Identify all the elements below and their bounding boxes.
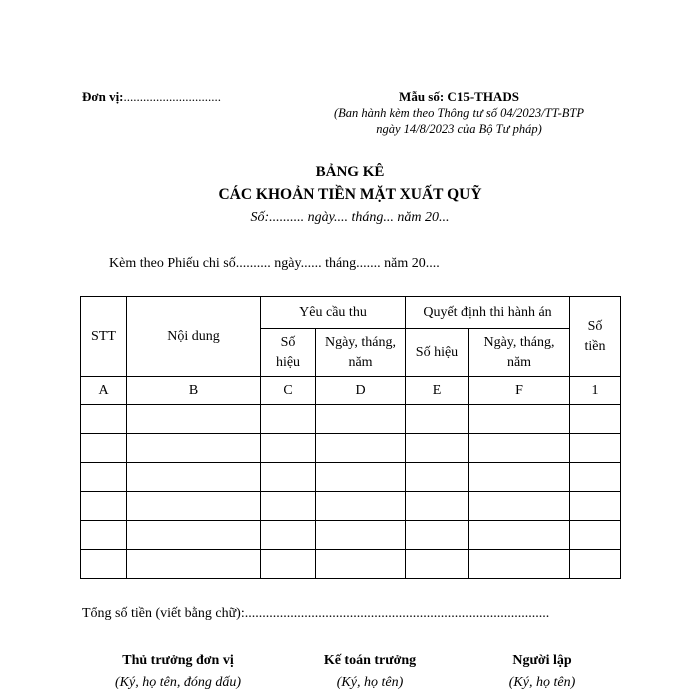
letter-cell: 1 — [570, 377, 621, 405]
signature-head — [98, 651, 258, 695]
column-letter-row — [81, 377, 621, 405]
doc-subtitle: CÁC KHOẢN TIỀN MẶT XUẤT QUỸ — [218, 186, 482, 203]
table-cell — [127, 463, 261, 492]
signature-role: Thủ trưởng đơn vị — [122, 653, 234, 668]
header-stt: STT — [81, 297, 127, 377]
table-cell — [406, 492, 469, 521]
letter-cell: D — [316, 377, 406, 405]
doc-title: BẢNG KÊ — [315, 164, 385, 180]
header-request-date-label: Ngày, tháng, năm — [324, 334, 397, 370]
table-cell — [127, 434, 261, 463]
signature-chief-accountant — [299, 651, 441, 695]
table-cell — [81, 492, 127, 521]
table-cell — [406, 434, 469, 463]
table-cell — [469, 521, 570, 550]
signature-role: Kế toán trưởng — [323, 653, 417, 668]
table-cell — [127, 405, 261, 434]
unit-dots: .............................. — [123, 89, 222, 104]
table-row — [81, 405, 621, 434]
table-cell — [81, 463, 127, 492]
table-cell — [469, 405, 570, 434]
table-cell — [261, 405, 316, 434]
table-cell — [570, 492, 621, 521]
table-cell — [127, 492, 261, 521]
header-decision-number: Số hiệu — [406, 329, 469, 377]
table-cell — [570, 550, 621, 579]
table-cell — [127, 550, 261, 579]
header-content: Nội dung — [127, 297, 261, 377]
unit-line — [82, 89, 221, 105]
table-cell — [81, 434, 127, 463]
table-cell — [316, 463, 406, 492]
header-request-number-label: Số hiệu — [275, 334, 301, 370]
table-row — [81, 463, 621, 492]
table-cell — [570, 405, 621, 434]
header-request-group: Yêu cầu thu — [261, 297, 406, 329]
table-cell — [406, 463, 469, 492]
table-row — [81, 492, 621, 521]
table-cell — [316, 550, 406, 579]
table-cell — [81, 521, 127, 550]
signature-note: (Ký, họ tên) — [508, 675, 576, 690]
form-info — [318, 89, 600, 137]
table-cell — [316, 521, 406, 550]
table-cell — [261, 434, 316, 463]
header-decision-date — [469, 329, 570, 377]
letter-cell: B — [127, 377, 261, 405]
table-cell — [316, 434, 406, 463]
header-request-number — [261, 329, 316, 377]
table-row — [81, 434, 621, 463]
table-cell — [469, 492, 570, 521]
header-decision-group: Quyết định thi hành án — [406, 297, 570, 329]
cash-table — [80, 296, 621, 579]
table-cell — [127, 521, 261, 550]
signature-note: (Ký, họ tên) — [336, 675, 404, 690]
table-cell — [406, 550, 469, 579]
attach-line: Kèm theo Phiếu chi số.......... ngày...... tháng....... năm 20.... — [109, 256, 440, 271]
unit-label: Đơn vị: — [82, 89, 124, 104]
table-cell — [406, 521, 469, 550]
table-cell — [316, 405, 406, 434]
table-cell — [81, 405, 127, 434]
table-row — [81, 521, 621, 550]
table-cell — [261, 463, 316, 492]
form-code: Mẫu số: C15-THADS — [399, 89, 519, 104]
table-cell — [261, 521, 316, 550]
table-cell — [261, 550, 316, 579]
table-cell — [469, 434, 570, 463]
table-cell — [469, 463, 570, 492]
letter-cell: E — [406, 377, 469, 405]
table-cell — [570, 521, 621, 550]
issued-line-2: ngày 14/8/2023 của Bộ Tư pháp) — [376, 122, 542, 136]
letter-cell: F — [469, 377, 570, 405]
table-cell — [469, 550, 570, 579]
total-amount-line: Tổng số tiền (viết bằng chữ):....................................................................................... — [82, 606, 550, 621]
signature-preparer — [484, 651, 600, 695]
issued-line-1: (Ban hành kèm theo Thông tư số 04/2023/TT-BTP — [334, 106, 584, 120]
letter-cell: C — [261, 377, 316, 405]
header-request-date — [316, 329, 406, 377]
table-cell — [406, 405, 469, 434]
table-cell — [570, 434, 621, 463]
signature-note: (Ký, họ tên, đóng dấu) — [115, 675, 241, 690]
table-row — [81, 550, 621, 579]
table-cell — [570, 463, 621, 492]
table-cell — [261, 492, 316, 521]
header-amount — [570, 297, 621, 377]
table-cell — [316, 492, 406, 521]
header-decision-date-label: Ngày, tháng, năm — [483, 334, 555, 370]
doc-number-line: Số:.......... ngày.... tháng... năm 20... — [250, 210, 450, 225]
header-amount-label: Số tiền — [584, 318, 606, 354]
letter-cell: A — [81, 377, 127, 405]
signature-role: Người lập — [512, 653, 572, 668]
table-cell — [81, 550, 127, 579]
